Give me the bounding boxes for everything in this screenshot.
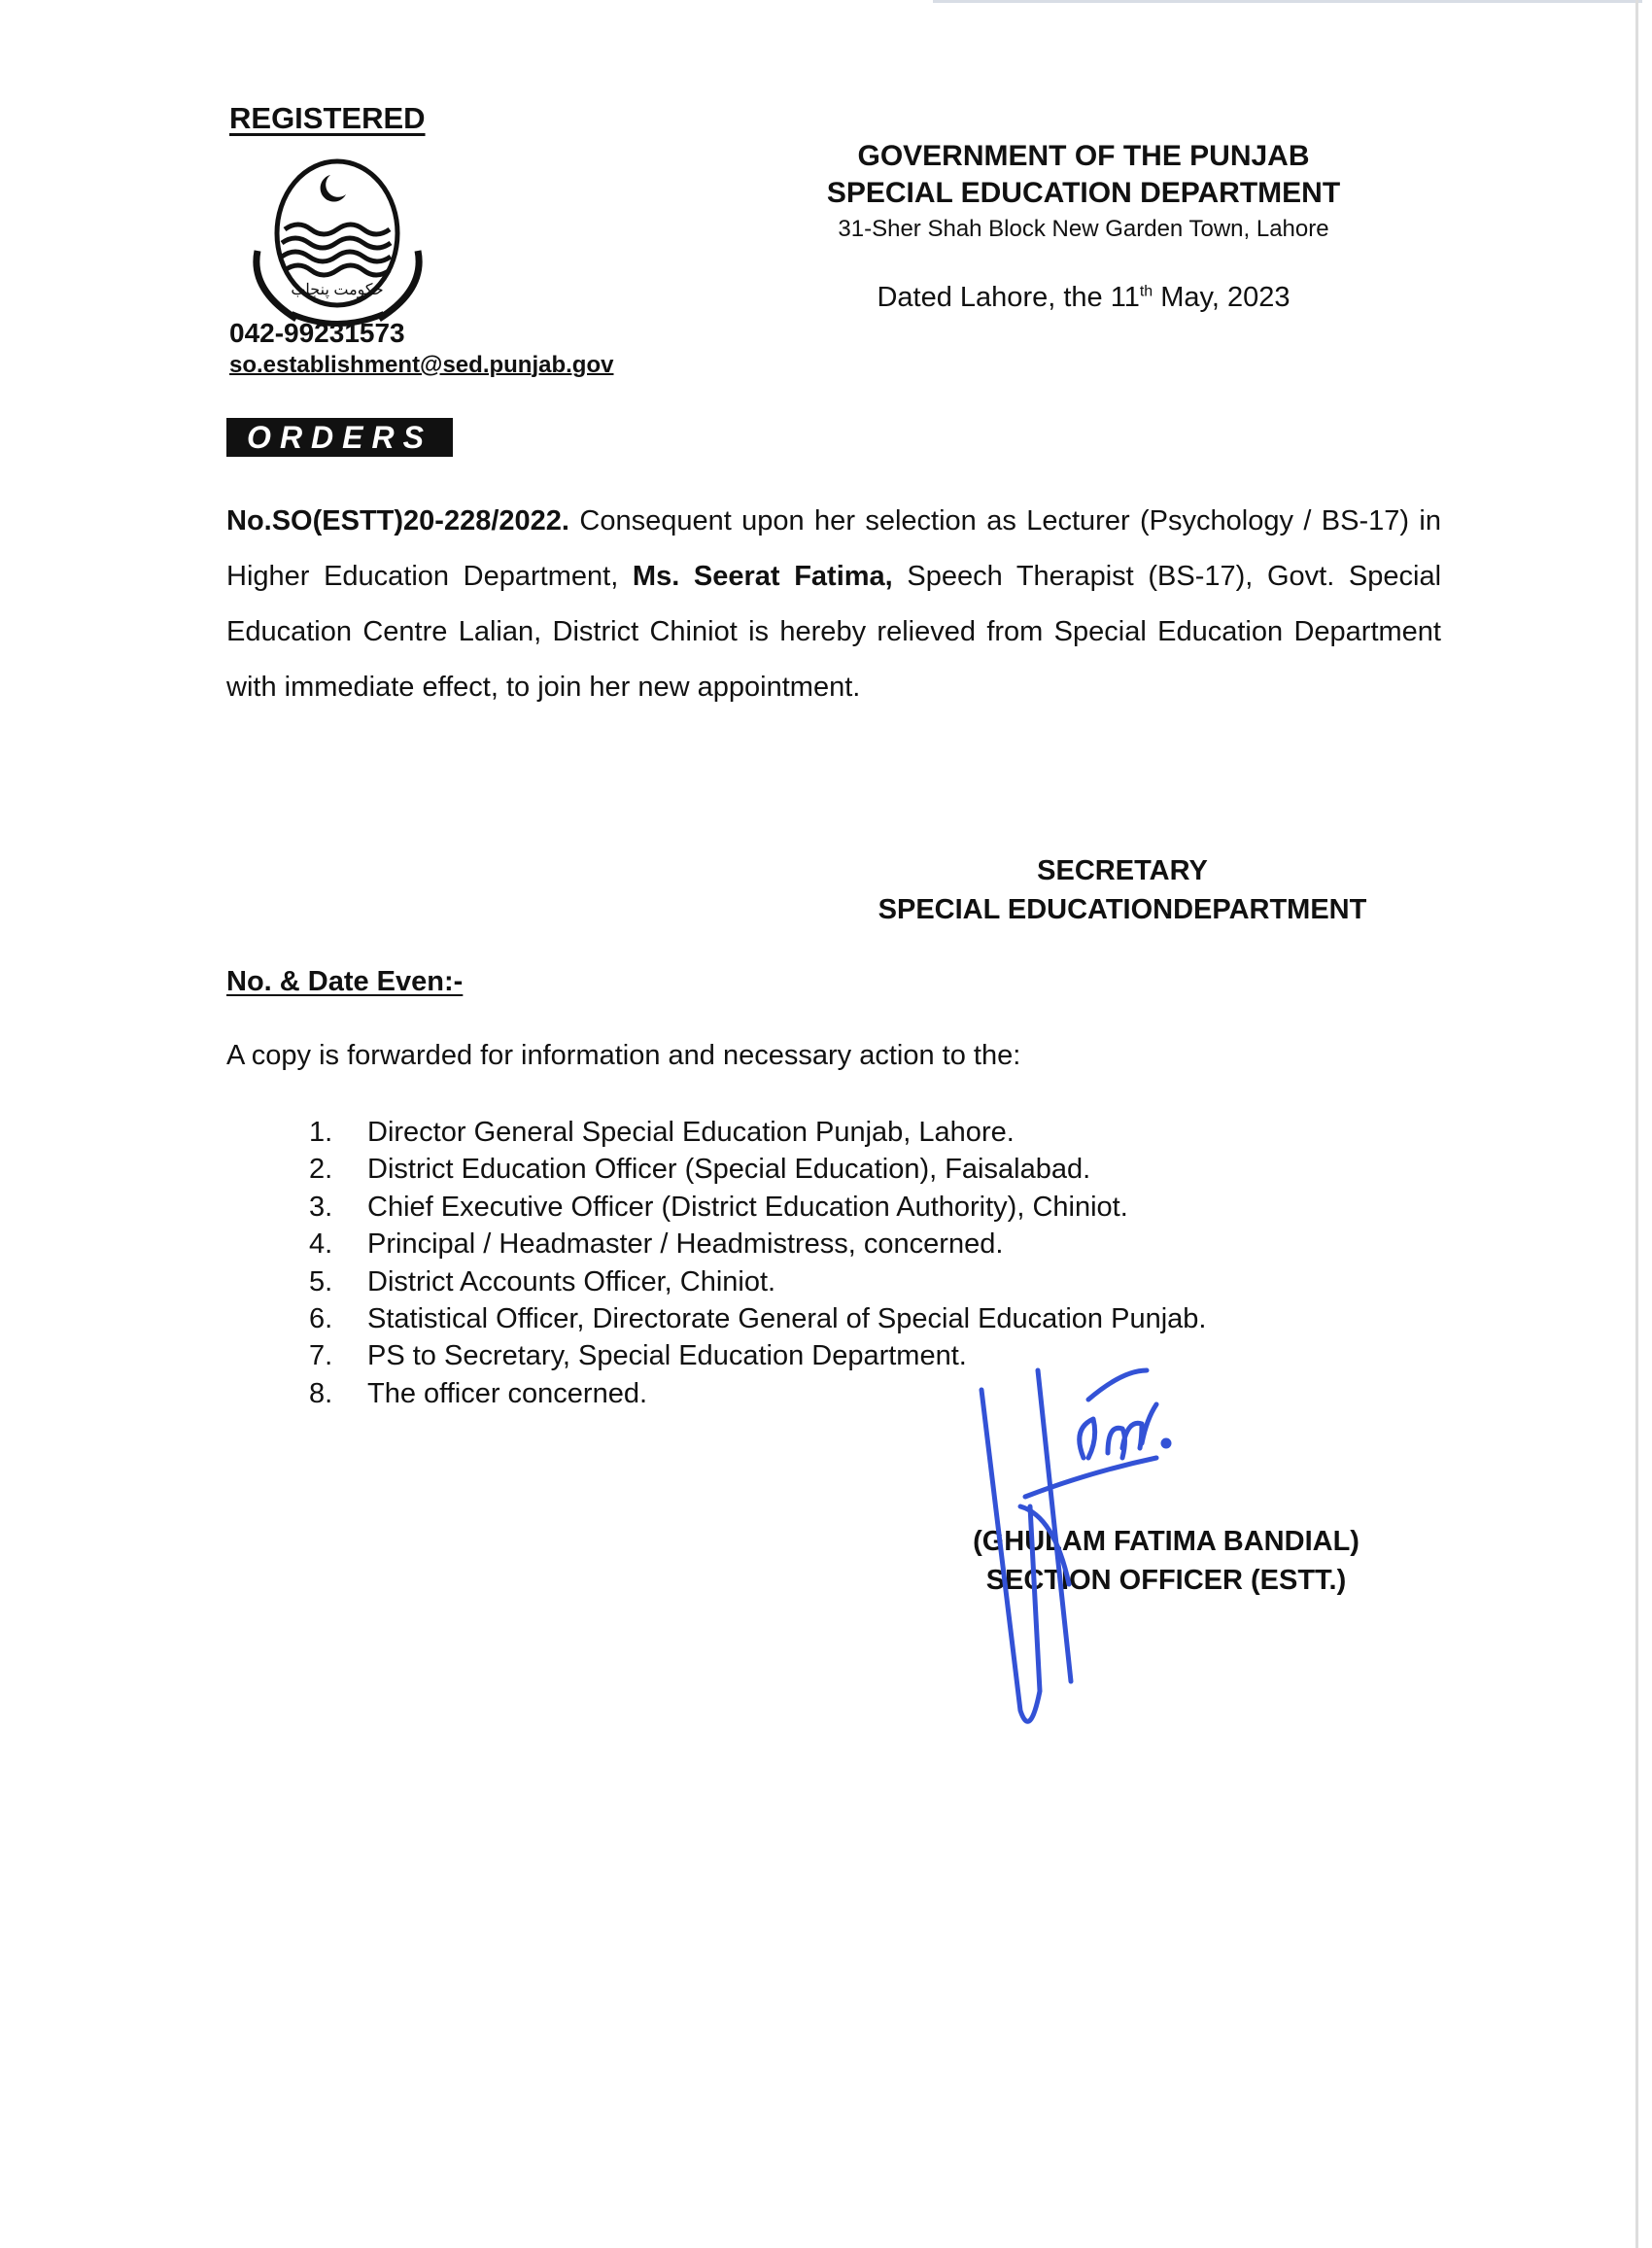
recipient-number: 3. bbox=[309, 1191, 333, 1223]
recipient-text: Statistical Officer, Directorate General of Special Education Punjab. bbox=[367, 1303, 1207, 1335]
recipient-text: PS to Secretary, Special Education Department. bbox=[367, 1340, 967, 1372]
recipient-item bbox=[309, 1114, 1206, 1151]
order-date bbox=[739, 282, 1428, 314]
svg-text:حکومت پنجاب: حکومت پنجاب bbox=[291, 282, 384, 298]
signatory-designation: SECTION OFFICER (ESTT.) bbox=[985, 1565, 1347, 1596]
date-suffix: May, 2023 bbox=[1153, 282, 1291, 313]
secretary-department: SPECIAL EDUCATIONDEPARTMENT bbox=[878, 894, 1367, 925]
recipient-text: District Accounts Officer, Chiniot. bbox=[367, 1265, 776, 1297]
recipient-item bbox=[309, 1189, 1206, 1226]
punjab-emblem-icon bbox=[238, 154, 437, 329]
department-address: 31-Sher Shah Block New Garden Town, Lahore bbox=[838, 216, 1329, 242]
recipient-text: Director General Special Education Punjab, Lahore. bbox=[367, 1117, 1015, 1148]
recipient-item bbox=[309, 1263, 1206, 1300]
recipient-text: District Education Officer (Special Education), Faisalabad. bbox=[367, 1154, 1091, 1186]
scan-edge-right bbox=[1635, 0, 1638, 2248]
date-prefix: Dated Lahore, the 11 bbox=[877, 282, 1140, 313]
endorsement-heading: No. & Date Even:- bbox=[226, 966, 464, 997]
recipient-number: 7. bbox=[309, 1340, 333, 1372]
recipient-item bbox=[309, 1226, 1206, 1262]
department-title: SPECIAL EDUCATION DEPARTMENT bbox=[826, 177, 1341, 209]
registered-label: REGISTERED bbox=[229, 101, 426, 135]
recipient-number: 2. bbox=[309, 1154, 333, 1186]
date-sup: th bbox=[1139, 283, 1153, 300]
secretary-title: SECRETARY bbox=[1037, 855, 1208, 886]
order-body bbox=[226, 494, 1441, 715]
recipient-text: Chief Executive Officer (District Education Authority), Chiniot. bbox=[367, 1191, 1128, 1223]
recipient-text: Principal / Headmaster / Headmistress, concerned. bbox=[367, 1228, 1004, 1261]
recipient-number: 8. bbox=[309, 1377, 333, 1409]
recipient-text: The officer concerned. bbox=[367, 1377, 648, 1409]
order-number: No.SO(ESTT)20-228/2022. bbox=[226, 505, 569, 536]
recipient-number: 1. bbox=[309, 1117, 333, 1148]
orders-heading: ORDERS bbox=[226, 418, 453, 457]
order-text-2: Speech Therapist (BS-17), Govt. Special Education Centre Lalian, District Chiniot is hereby relieved from Special Education Department with immediate effect, to join her new appointment. bbox=[226, 561, 1442, 703]
signature-mark bbox=[962, 1361, 1254, 1740]
recipient-number: 5. bbox=[309, 1265, 333, 1297]
officer-name: Ms. Seerat Fatima, bbox=[632, 561, 893, 592]
phone-number: 042-99231573 bbox=[229, 318, 405, 348]
recipient-item bbox=[309, 1151, 1206, 1188]
order-text-1: Consequent upon her selection as Lecturer (Psychology / BS-17) in Higher Education Department, bbox=[226, 505, 1441, 592]
signatory-name: (GHULAM FATIMA BANDIAL) bbox=[973, 1526, 1359, 1557]
recipient-number: 4. bbox=[309, 1228, 333, 1261]
recipient-number: 6. bbox=[309, 1303, 333, 1335]
endorsement-intro: A copy is forwarded for information and necessary action to the: bbox=[226, 1040, 1021, 1071]
recipient-item bbox=[309, 1300, 1206, 1337]
scan-edge-top bbox=[933, 0, 1642, 3]
government-title: GOVERNMENT OF THE PUNJAB bbox=[857, 140, 1310, 172]
email-link[interactable]: so.establishment@sed.punjab.gov bbox=[229, 352, 614, 378]
